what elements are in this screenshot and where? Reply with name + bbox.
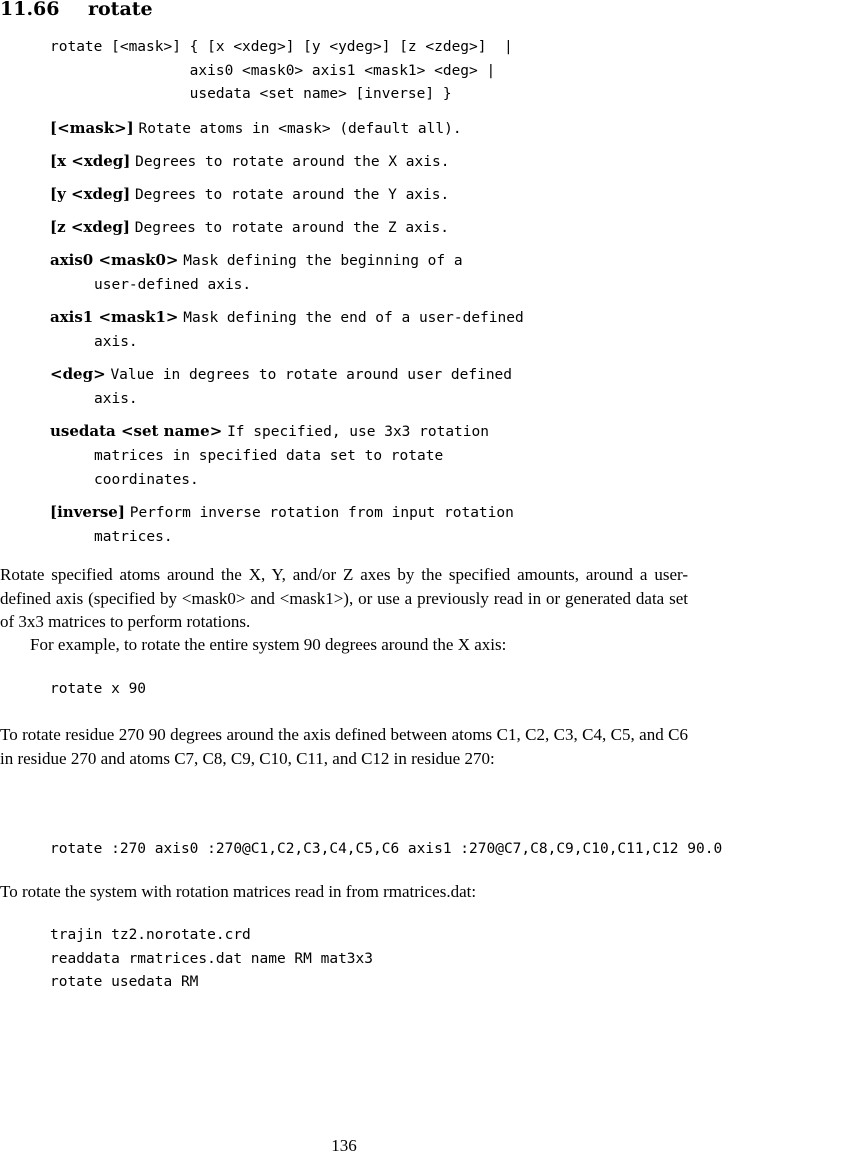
options-list	[50, 116, 770, 549]
option-desc: Degrees to rotate around the Z axis.	[134, 220, 450, 236]
option-term: [inverse]	[50, 503, 125, 521]
option-desc: Value in degrees to rotate around user defined	[110, 367, 513, 383]
option-desc-cont: axis.	[94, 334, 138, 350]
example2-code: rotate :270 axis0 :270@C1,C2,C3,C4,C5,C6 axis1 :270@C7,C8,C9,C10,C11,C12 90.0	[50, 841, 723, 857]
option-term: axis1 <mask1>	[50, 308, 179, 326]
section-title: rotate	[88, 0, 153, 20]
option-desc: Rotate atoms in <mask> (default all).	[138, 121, 462, 137]
option-term: [y <xdeg]	[50, 185, 131, 203]
option-axis0	[50, 248, 770, 297]
option-desc-cont: axis.	[94, 391, 138, 407]
description-paragraph: Rotate specified atoms around the X, Y, and/or Z axes by the specified amounts, around a user-defined axis (specified by <mask0> and <mask1>), or use a previously read in or generated data set of 3x3 matrices to perform rotations.	[0, 565, 688, 631]
example1-code: rotate x 90	[50, 681, 147, 697]
option-term: [<mask>]	[50, 119, 134, 137]
option-desc-cont: matrices.	[94, 529, 173, 545]
option-deg	[50, 362, 770, 411]
option-desc: Perform inverse rotation from input rotation	[129, 505, 514, 521]
option-usedata	[50, 419, 770, 492]
section-number: 11.66	[0, 0, 60, 20]
option-desc: Mask defining the beginning of a	[183, 253, 463, 269]
option-mask	[50, 116, 770, 141]
option-term: usedata <set name>	[50, 422, 223, 440]
option-term: [x <xdeg]	[50, 152, 131, 170]
section-heading	[0, 0, 153, 22]
usage-line-1: rotate [<mask>] { [x <xdeg>] [y <ydeg>] [z <zdeg>] |	[50, 39, 513, 55]
option-desc: If specified, use 3x3 rotation	[227, 424, 489, 440]
usage-block	[50, 36, 513, 107]
option-inverse	[50, 500, 770, 549]
option-x	[50, 149, 770, 174]
option-term: axis0 <mask0>	[50, 251, 179, 269]
option-desc: Mask defining the end of a user-defined	[183, 310, 524, 326]
page-number: 136	[331, 1136, 357, 1155]
option-y	[50, 182, 770, 207]
usage-line-3: usedata <set name> [inverse] }	[50, 86, 452, 102]
example2-intro: To rotate residue 270 90 degrees around the axis defined between atoms C1, C2, C3, C4, C5, and C6 in residue 270 and atoms C7, C8, C9, C10, C11, and C12 in residue 270:	[0, 725, 688, 768]
option-term: [z <xdeg]	[50, 218, 130, 236]
example3-code: trajin tz2.norotate.crd readdata rmatrices.dat name RM mat3x3 rotate usedata RM	[50, 927, 374, 990]
option-term: <deg>	[50, 365, 106, 383]
example3-intro: To rotate the system with rotation matrices read in from rmatrices.dat:	[0, 882, 477, 901]
option-desc-cont: matrices in specified data set to rotate coordinates.	[94, 448, 444, 488]
option-desc: Degrees to rotate around the Y axis.	[134, 187, 450, 203]
option-z	[50, 215, 770, 240]
example1-intro: For example, to rotate the entire system 90 degrees around the X axis:	[30, 635, 507, 654]
option-axis1	[50, 305, 770, 354]
option-desc-cont: user-defined axis.	[94, 277, 252, 293]
usage-line-2: axis0 <mask0> axis1 <mask1> <deg> |	[50, 62, 496, 79]
option-desc: Degrees to rotate around the X axis.	[135, 154, 450, 170]
